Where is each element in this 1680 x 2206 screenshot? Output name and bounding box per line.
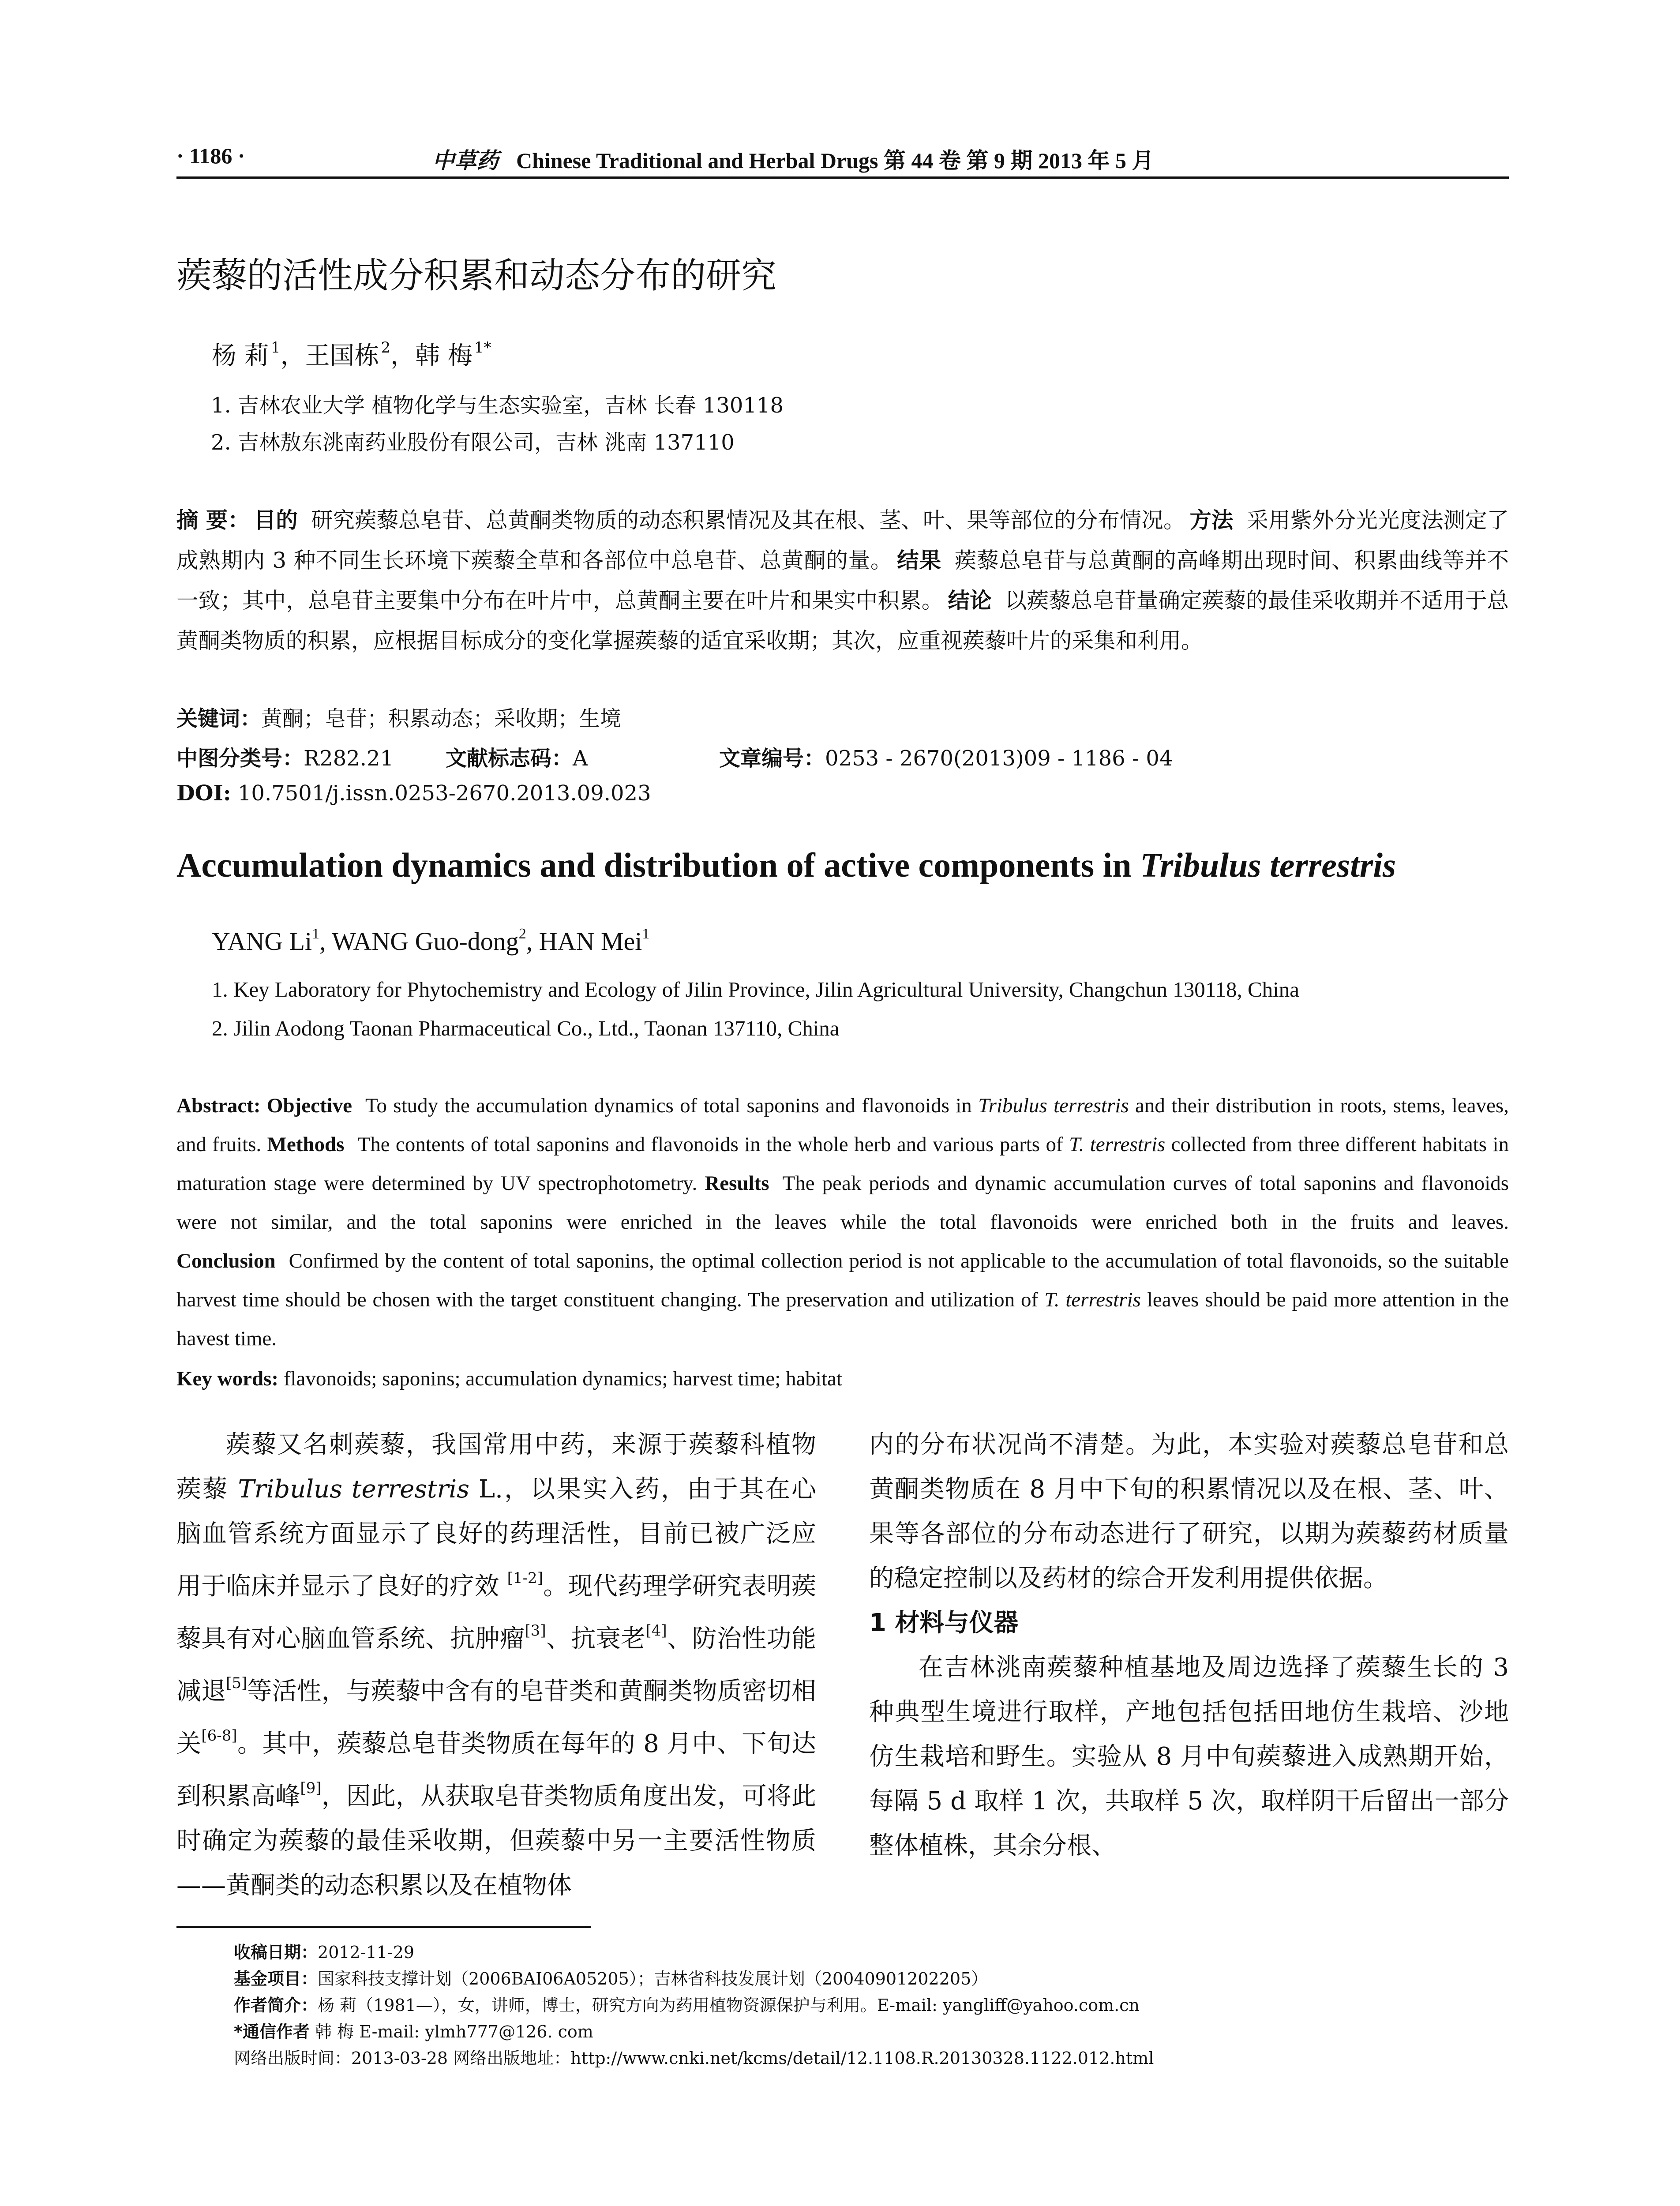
objective-text: 研究蒺藜总皂苷、总黄酮类物质的动态积累情况及其在根、茎、叶、果等部位的分布情况。 [311,507,1185,533]
body-column-right [869,1422,1509,1868]
methods-label: 方法 [1189,507,1234,533]
corresponding-text: 韩 梅 E-mail: ylmh777@126. com [315,2022,593,2041]
bio-text: 杨 莉（1981—），女，讲师，博士，研究方向为药用植物资源保护与利用。E-mail: yangliff@yahoo.com.cn [318,1996,1140,2015]
objective-en-label: Objective [266,1094,352,1117]
keywords-cn [176,702,621,732]
journal-issue: Chinese Traditional and Herbal Drugs 第 44 卷 第 9 期 2013 年 5 月 [516,148,1154,173]
affiliation-cn-1: 1. 吉林农业大学 植物化学与生态实验室，吉林 长春 130118 [211,393,784,418]
doi-line [176,781,651,806]
bio-label: 作者简介： [234,1996,318,2015]
intro-species: Tribulus terrestris [238,1475,469,1504]
received-date: 2012-11-29 [318,1943,415,1962]
footnote-bio [234,1992,1140,2016]
footnote-corresponding [234,2018,593,2042]
received-label: 收稿日期： [234,1943,318,1962]
objective-label: 目的 [254,507,298,533]
footnote-received [234,1939,414,1963]
intro-text-4: 、抗衰老 [546,1624,646,1653]
conclusion-en-label: Conclusion [176,1249,276,1272]
author-en-2-sup: 2 [518,926,526,942]
methods-en-species: T. terrestris [1069,1133,1166,1156]
objective-en-text-a: To study the accumulation dynamics of total saponins and flavonoids in [365,1094,979,1117]
author-2: 王国栋 [305,341,379,370]
keywords-cn-label: 关键词： [176,706,262,731]
author-3-sup: 1* [474,339,491,356]
objective-en-species: Tribulus terrestris [978,1094,1129,1117]
fund-text: 国家科技支撑计划（2006BAI06A05205）；吉林省科技发展计划（20040901202205） [318,1969,988,1988]
footnote-rule [176,1926,591,1928]
intro-text-8: ，因此，从获取皂苷类物质角度出发，可将此时确定为蒺藜的最佳采收期，但蒺藜中另一主要活性物质——黄酮类的动态积累以及在植物体 [176,1782,817,1900]
citation-ref[interactable]: [1-2] [507,1569,543,1587]
intro-paragraph [176,1422,816,1908]
abstract-cn-label: 摘 要： [176,507,250,533]
running-header [176,140,1509,176]
corresponding-label: *通信作者 [234,2022,310,2041]
journal-name [432,143,1154,175]
abstract-en [176,1086,1509,1358]
fund-label: 基金项目： [234,1969,318,1988]
doc-code-value: A [573,746,588,771]
clc-label: 中图分类号： [176,746,304,771]
classification-line [176,741,1173,772]
author-en-3: , HAN Mei [526,927,642,956]
conclusion-en-text-b: leaves should be paid more attention in the havest time. [176,1288,1509,1350]
intro-text-3: 。现代药理学研究表明蒺藜具有对心脑血管系统、抗肿瘤 [176,1572,816,1653]
citation-ref[interactable]: [9] [300,1779,322,1797]
author-1: 杨 莉 [212,341,269,370]
keywords-cn-value: 黄酮；皂苷；积累动态；采收期；生境 [261,706,622,731]
citation-ref[interactable]: [3] [525,1622,546,1639]
methods-en-text-b: collected from three different habitats in maturation stage were determined by UV spectrophotometry. [176,1133,1509,1195]
authors-en [212,926,649,956]
citation-ref[interactable]: [6-8] [201,1727,237,1745]
results-en-label: Results [705,1172,769,1195]
conclusion-en-text-a: Confirmed by the content of total saponins, the optimal collection period is not applicable to the accumulation of total flavonoids, so the suitable harvest time should be chosen with the target constituent changing. The preservation and utilization of [176,1249,1509,1311]
affiliation-en-1: 1. Key Laboratory for Phytochemistry and Ecology of Jilin Province, Jilin Agricultural University, Changchun 130118, China [212,977,1300,1002]
affiliation-en-2: 2. Jilin Aodong Taonan Pharmaceutical Co., Ltd., Taonan 137110, China [212,1016,840,1040]
intro-text-7: 。其中，蒺藜总皂苷类物质在每年的 8 月中、下旬达到积累高峰 [176,1730,817,1811]
abstract-cn [176,500,1509,661]
doc-code-label: 文献标志码： [446,746,573,771]
abstract-en-label: Abstract: [176,1094,261,1117]
methods-text: 采用紫外分光光度法测定了成熟期内 3 种不同生长环境下蒺藜全草和各部位中总皂苷、总黄酮的量。 [176,507,1509,573]
objective-en-text-b: and their distribution in roots, stems, leaves, and fruits. [176,1094,1509,1156]
author-3: 韩 梅 [415,341,472,370]
intro-text-2: L.，以果实入药，由于其在心脑血管系统方面显示了良好的药理活性，目前已被广泛应用于临床并显示了良好的疗效 [176,1475,816,1601]
keywords-en-value: flavonoids; saponins; accumulation dynamics; harvest time; habitat [283,1367,842,1390]
doi-label: DOI: [176,781,231,806]
keywords-en [176,1367,842,1391]
author-1-sup: 1 [270,339,281,356]
author-2-sup: 2 [381,339,391,356]
page-number: · 1186 · [176,143,245,168]
citation-ref[interactable]: [4] [645,1622,667,1639]
intro-text-6: 等活性，与蒺藜中含有的皂苷类和黄酮类物质密切相关 [176,1677,817,1758]
footnote-fund [234,1965,988,1989]
doi-link[interactable]: 10.7501/j.issn.0253-2670.2013.09.023 [237,781,651,806]
conclusion-en-species: T. terrestris [1044,1288,1141,1311]
intro-text-5: 、防治性功能减退 [176,1624,817,1706]
article-number-label: 文章编号： [719,746,825,771]
header-rule [176,176,1509,179]
title-en-species: Tribulus terrestris [1140,846,1396,884]
methods-en-text-a: The contents of total saponins and flavonoids in the whole herb and various parts of [357,1133,1069,1156]
intro-paragraph-continued: 内的分布状况尚不清楚。为此，本实验对蒺藜总皂苷和总黄酮类物质在 8 月中下旬的积累情况以及在根、茎、叶、果等各部位的分布动态进行了研究，以期为蒺藜药材质量的稳定控制以及药材的综合开发利用提供依据。 [869,1430,1509,1593]
affiliation-cn-2: 2. 吉林敖东洮南药业股份有限公司，吉林 洮南 137110 [211,430,735,455]
section-heading: 1 材料与仪器 [869,1609,1019,1637]
methods-en-label: Methods [267,1133,345,1156]
author-en-1-sup: 1 [312,926,320,942]
results-label: 结果 [897,548,941,573]
author-en-2: , WANG Guo-dong [319,927,519,956]
author-en-1: YANG Li [212,927,312,956]
results-en-text: The peak periods and dynamic accumulation curves of total saponins and flavonoids were not similar, and the total saponins were enriched in the leaves while the total flavonoids were enriched both in the fruits and leaves. [176,1172,1509,1234]
article-title-en [176,845,1396,885]
materials-paragraph: 在吉林洮南蒺藜种植基地及周边选择了蒺藜生长的 3 种典型生境进行取样，产地包括包括田地仿生栽培、沙地仿生栽培和野生。实验从 8 月中旬蒺藜进入成熟期开始，每隔 5 d 取样 1 次，共取样 5 次，取样阴干后留出一部分整体植株，其余分根、 [869,1653,1509,1860]
results-text: 蒺藜总皂苷与总黄酮的高峰期出现时间、积累曲线等并不一致；其中，总皂苷主要集中分布在叶片中，总黄酮主要在叶片和果实中积累。 [176,548,1509,613]
journal-cn-mark: 中草药 [432,147,499,173]
footnote-online: 网络出版时间：2013-03-28 网络出版地址：http://www.cnki.net/kcms/detail/12.1108.R.20130328.1122.012.html [234,2048,1154,2068]
author-en-3-sup: 1 [642,926,650,942]
conclusion-text: 以蒺藜总皂苷量确定蒺藜的最佳采收期并不适用于总黄酮类物质的积累，应根据目标成分的变化掌握蒺藜的适宜采收期；其次，应重视蒺藜叶片的采集和利用。 [176,588,1509,653]
article-title-cn: 蒺藜的活性成分积累和动态分布的研究 [176,255,776,296]
conclusion-label: 结论 [948,588,992,613]
authors-cn: 杨 莉 $^1$，王国栋 $^2$，韩 梅 $^{1*}$ [212,339,491,370]
citation-ref[interactable]: [5] [226,1674,248,1692]
article-number-value: 0253 - 2670(2013)09 - 1186 - 04 [825,746,1173,771]
keywords-en-label: Key words: [176,1367,279,1390]
title-en-main: Accumulation dynamics and distribution of active components in [176,846,1140,884]
body-column-left [176,1422,816,1908]
intro-text-1: 蒺藜又名刺蒺藜，我国常用中药，来源于蒺藜科植物蒺藜 [176,1430,816,1504]
clc-value: R282.21 [304,746,394,771]
